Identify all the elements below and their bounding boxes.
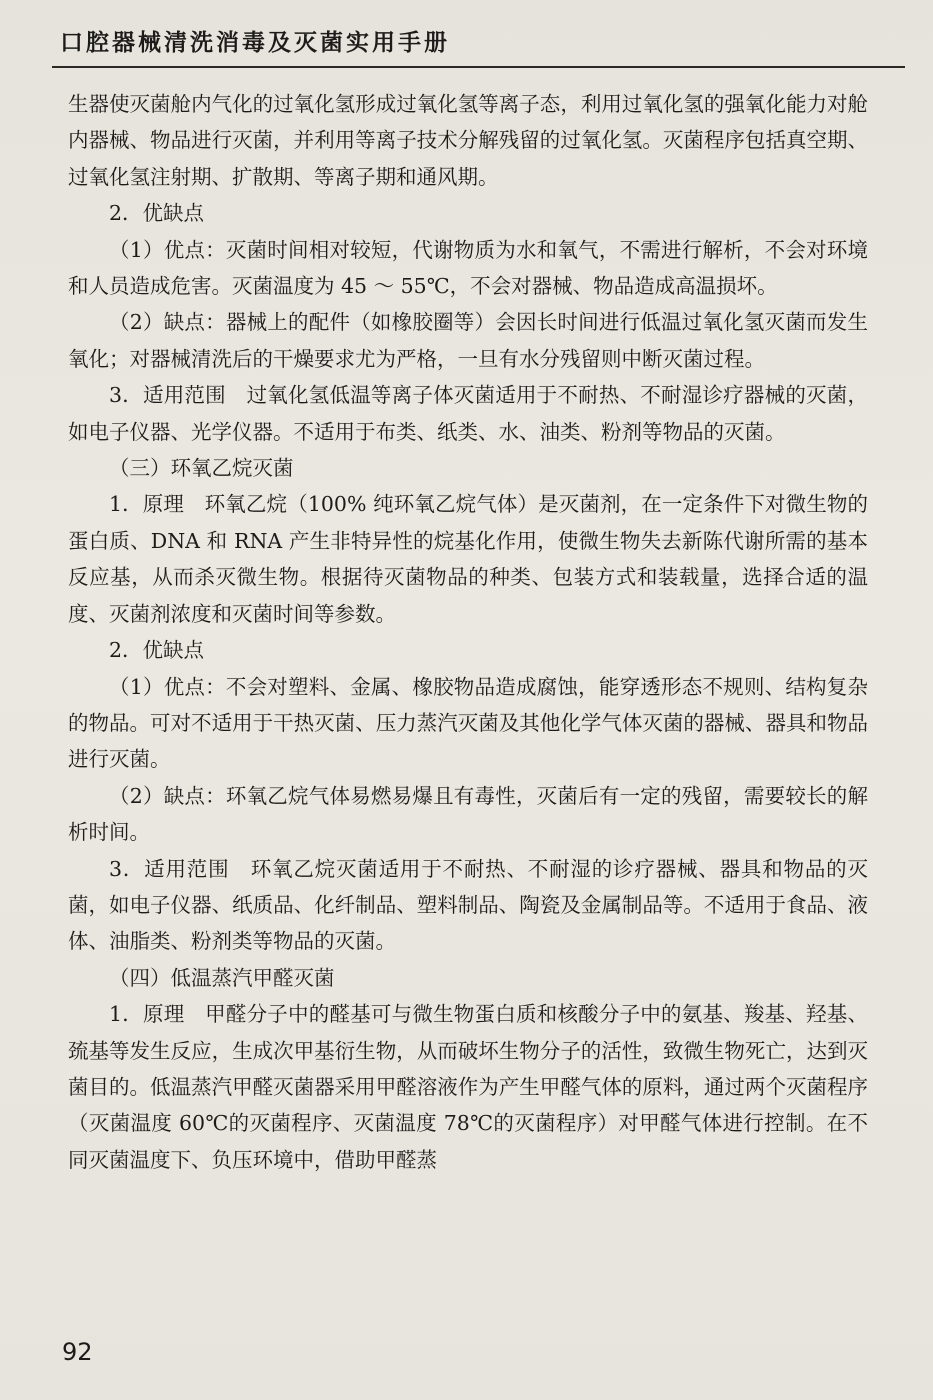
header-rule <box>52 66 905 68</box>
paragraph-principle: 1．原理 甲醛分子中的醛基可与微生物蛋白质和核酸分子中的氨基、羧基、羟基、巯基等发生反应，生成次甲基衍生物，从而破坏生物分子的活性，致微生物死亡，达到灭菌目的。低温蒸汽甲醛灭菌器采用甲醛溶液作为产生甲醛气体的原料，通过两个灭菌程序（灭菌温度 60℃的灭菌程序、灭菌温度 78℃的灭菌程序）对甲醛气体进行控制。在不同灭菌温度下、负压环境中，借助甲醛蒸 <box>68 1002 868 1172</box>
subheading-pros-cons: 2．优缺点 <box>109 201 205 226</box>
section-heading-formaldehyde: （四）低温蒸汽甲醛灭菌 <box>109 965 335 990</box>
paragraph-advantages: （1）优点：不会对塑料、金属、橡胶物品造成腐蚀，能穿透形态不规则、结构复杂的物品。可对不适用于干热灭菌、压力蒸汽灭菌及其他化学气体灭菌的器械、器具和物品进行灭菌。 <box>68 674 868 772</box>
paragraph-principle: 1．原理 环氧乙烷（100% 纯环氧乙烷气体）是灭菌剂，在一定条件下对微生物的蛋白质、DNA 和 RNA 产生非特异性的烷基化作用，使微生物失去新陈代谢所需的基本反应基，从而杀灭微生物。根据待灭菌物品的种类、包装方式和装载量，选择合适的温度、灭菌剂浓度和灭菌时间等参数。 <box>68 492 868 626</box>
section-heading-ethylene-oxide: （三）环氧乙烷灭菌 <box>109 456 294 481</box>
paragraph-disadvantages: （2）缺点：器械上的配件（如橡胶圈等）会因长时间进行低温过氧化氢灭菌而发生氧化；对器械清洗后的干燥要求尤为严格，一旦有水分残留则中断灭菌过程。 <box>68 310 868 371</box>
paragraph-scope: 3．适用范围 环氧乙烷灭菌适用于不耐热、不耐湿的诊疗器械、器具和物品的灭菌，如电子仪器、纸质品、化纤制品、塑料制品、陶瓷及金属制品等。不适用于食品、液体、油脂类、粉剂类等物品的灭菌。 <box>68 856 868 954</box>
paragraph-continuation: 生器使灭菌舱内气化的过氧化氢形成过氧化氢等离子态，利用过氧化氢的强氧化能力对舱内器械、物品进行灭菌，并利用等离子技术分解残留的过氧化氢。灭菌程序包括真空期、过氧化氢注射期、扩散期、等离子期和通风期。 <box>68 92 868 189</box>
subheading-pros-cons: 2．优缺点 <box>109 638 205 663</box>
running-header: 口腔器械清洗消毒及灭菌实用手册 <box>60 30 450 56</box>
body-text <box>68 86 868 1178</box>
paragraph-advantages: （1）优点：灭菌时间相对较短，代谢物质为水和氧气，不需进行解析，不会对环境和人员造成危害。灭菌温度为 45 ～ 55℃，不会对器械、物品造成高温损坏。 <box>68 237 868 299</box>
page-number: 92 <box>62 1338 93 1366</box>
paragraph-disadvantages: （2）缺点：环氧乙烷气体易燃易爆且有毒性，灭菌后有一定的残留，需要较长的解析时间。 <box>68 783 868 845</box>
paragraph-scope: 3．适用范围 过氧化氢低温等离子体灭菌适用于不耐热、不耐湿诊疗器械的灭菌，如电子仪器、光学仪器。不适用于布类、纸类、水、油类、粉剂等物品的灭菌。 <box>68 383 868 444</box>
